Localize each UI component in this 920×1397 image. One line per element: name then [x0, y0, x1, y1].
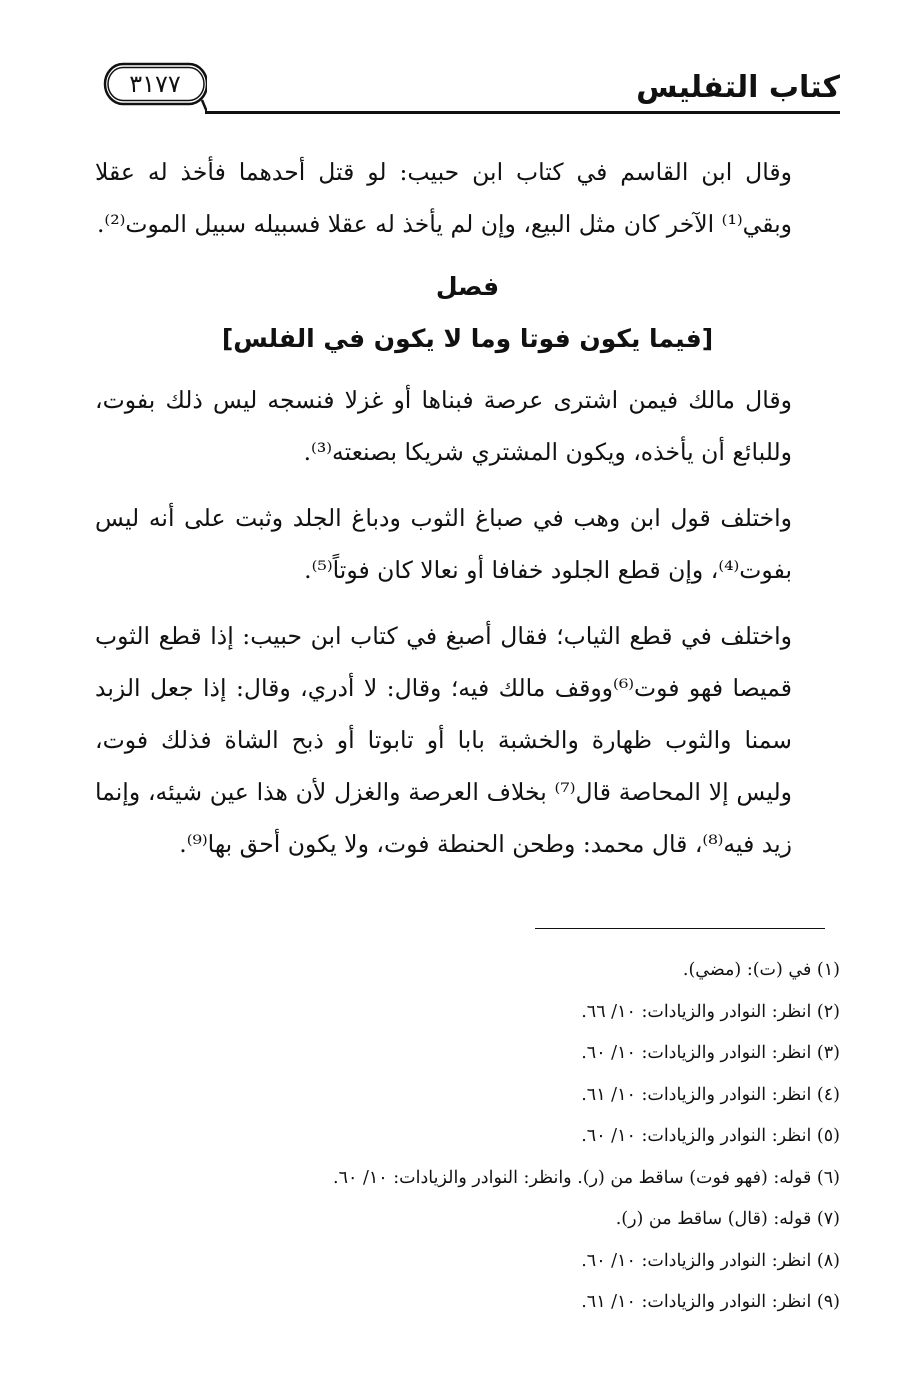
footnote-4: (٤) انظر: النوادر والزيادات: ١٠/ ٦١. [581, 1084, 840, 1105]
footnote-8: (٨) انظر: النوادر والزيادات: ١٠/ ٦٠. [581, 1250, 840, 1271]
paragraph-3: واختلف قول ابن وهب في صباغ الثوب ودباغ الجلد وثبت على أنه ليس بفوت⁽⁴⁾، وإن قطع الجلود خفافا أو نعالا كان فوتاً⁽⁵⁾. [95, 504, 792, 584]
footnote-separator [535, 928, 825, 929]
paragraph-2: وقال مالك فيمن اشترى عرصة فبناها أو غزلا فنسجه ليس ذلك بفوت، وللبائع أن يأخذه، ويكون المشتري شريكا بصنعته⁽³⁾. [95, 386, 792, 466]
header-rule [205, 111, 840, 114]
page-number-badge [103, 60, 207, 112]
running-header [95, 56, 840, 116]
footnote-6: (٦) قوله: (فهو فوت) ساقط من (ر). وانظر: النوادر والزيادات: ١٠/ ٦٠. [333, 1167, 840, 1188]
footnote-1: (١) في (ت): (مضي). [682, 960, 840, 980]
main-text [95, 146, 840, 870]
section-subheading: [فيما يكون فوتا وما لا يكون في الفلس] [221, 324, 714, 353]
page-number: ٣١٧٧ [129, 70, 181, 98]
footnote-9: (٩) انظر: النوادر والزيادات: ١٠/ ٦١. [581, 1292, 840, 1312]
book-title: كتاب التفليس [636, 70, 840, 105]
paragraph-4: واختلف في قطع الثياب؛ فقال أصبغ في كتاب ابن حبيب: إذا قطع الثوب قميصا فهو فوت⁽⁶⁾ووقف مالك فيه؛ وقال: لا أدري، وقال: إذا جعل الزبد سمنا والثوب ظهارة والخشبة بابا أو تابوتا أو ذبح الشاة فذلك فوت، وليس إلا المحاصة قال⁽⁷⁾ بخلاف العرصة والغزل لأن هذا عين شيئه، وإنما زيد فيه⁽⁸⁾، قال محمد: وطحن الحنطة فوت، ولا يكون أحق بها⁽⁹⁾. [95, 622, 792, 858]
section-heading: فصل [435, 272, 500, 301]
footnotes-list [140, 950, 840, 1324]
footnote-2: (٢) انظر: النوادر والزيادات: ١٠/ ٦٦. [581, 1001, 840, 1022]
footnote-5: (٥) انظر: النوادر والزيادات: ١٠/ ٦٠. [581, 1126, 840, 1146]
paragraph-1: وقال ابن القاسم في كتاب ابن حبيب: لو قتل أحدهما فأخذ له عقلا وبقي⁽¹⁾ الآخر كان مثل البيع، وإن لم يأخذ له عقلا فسبيله سبيل الموت⁽²⁾. [95, 158, 792, 238]
footnote-3: (٣) انظر: النوادر والزيادات: ١٠/ ٦٠. [581, 1043, 840, 1063]
footnote-7: (٧) قوله: (قال) ساقط من (ر). [615, 1209, 840, 1229]
